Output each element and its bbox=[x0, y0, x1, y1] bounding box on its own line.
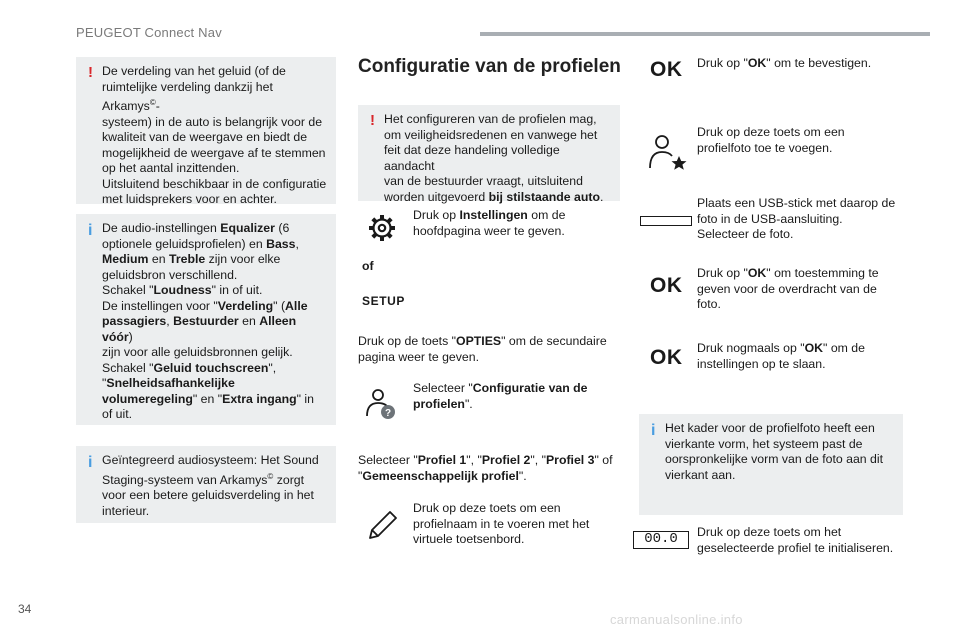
text-line: Schakel "Geluid touchscreen", bbox=[102, 360, 277, 375]
watermark: carmanualsonline.info bbox=[610, 612, 743, 627]
or-label: of bbox=[362, 259, 374, 273]
text-line: vierkant aan. bbox=[665, 467, 736, 482]
text-line: De verdeling van het geluid (of de bbox=[102, 64, 286, 78]
text-line: ruimtelijke verdeling dankzij het Arkamys©- bbox=[102, 79, 273, 114]
text-line: vierkante vorm, het systeem past de bbox=[665, 436, 863, 451]
text-line: kwaliteit van de weergave en biedt de bbox=[102, 130, 308, 145]
warning-box-safety bbox=[358, 105, 620, 204]
text-line: worden uitgevoerd bij stilstaande auto. bbox=[384, 189, 604, 204]
info-box-audio-settings bbox=[76, 214, 336, 425]
step-ok-transfer: Druk op "OK" om toestemming te geven voor de overdracht van de foto. bbox=[697, 266, 879, 311]
step-ok-save: Druk nogmaals op "OK" om de instellingen op te slaan. bbox=[697, 341, 865, 371]
text-line: geluidsbron verschillend. bbox=[102, 267, 238, 282]
text-line: passagiers, Bestuurder en Alleen vóór) bbox=[102, 314, 297, 344]
pencil-icon bbox=[366, 508, 400, 542]
step-usb: Plaats een USB-stick met daarop de foto in de USB-aansluiting. Selecteer de foto. bbox=[697, 196, 896, 241]
text-line: De instellingen voor "Verdeling" (Alle bbox=[102, 298, 308, 313]
add-profile-photo-icon bbox=[647, 132, 689, 172]
svg-text:?: ? bbox=[384, 408, 392, 419]
text-line: De audio-instellingen Equalizer (6 bbox=[102, 221, 290, 235]
ok-button-label: OK bbox=[650, 274, 683, 297]
text-line: om veiligheidsredenen en vanwege het bbox=[384, 127, 598, 142]
warning-icon: ! bbox=[370, 112, 375, 129]
text-line: zijn voor alle geluidsbronnen gelijk. bbox=[102, 345, 293, 359]
text-line: Het configureren van de profielen mag, bbox=[384, 112, 597, 126]
text-line: volumeregeling" en "Extra ingang" in bbox=[102, 391, 314, 406]
step-reset-profile: Druk op deze toets om het geselecteerde profiel te initialiseren. bbox=[697, 525, 894, 555]
text-line: Uitsluitend beschikbaar in de configuratie bbox=[102, 176, 327, 191]
text-line: Geïntegreerd audiosysteem: Het Sound bbox=[102, 453, 319, 467]
profile-settings-icon bbox=[363, 386, 397, 420]
step-opties: Druk op de toets "OPTIES" om de secundaire pagina weer te geven. bbox=[358, 334, 607, 364]
ok-button-label: OK bbox=[650, 346, 683, 369]
warning-icon: ! bbox=[88, 64, 93, 81]
step-profiel-select: Selecteer "Profiel 1", "Profiel 2", "Profiel 3" of "Gemeenschappelijk profiel". bbox=[358, 453, 613, 483]
setup-button-label: SETUP bbox=[362, 294, 406, 308]
text-line: optionele geluidsprofielen) en Bass, bbox=[102, 236, 299, 251]
ok-button-label: OK bbox=[650, 58, 683, 81]
info-icon: i bbox=[651, 422, 656, 439]
reset-profile-button-label: 00.0 bbox=[633, 531, 689, 549]
text-line: Medium en Treble zijn voor elke bbox=[102, 252, 281, 266]
step-configuratie: Selecteer "Configuratie van de profielen". bbox=[413, 381, 588, 411]
text-line: "Snelheidsafhankelijke bbox=[102, 376, 235, 390]
gear-icon bbox=[367, 213, 397, 243]
text-line: systeem) in de auto is belangrijk voor de bbox=[102, 114, 323, 129]
text-line: mogelijkheid de weergave af te stemmen bbox=[102, 145, 326, 160]
page-number: 34 bbox=[18, 602, 32, 616]
step-profielnaam: Druk op deze toets om een profielnaam in te voeren met het virtuele toetsenbord. bbox=[413, 501, 590, 546]
text-line: voor een betere geluidsverdeling in het bbox=[102, 488, 314, 503]
running-header: PEUGEOT Connect Nav bbox=[76, 25, 222, 40]
usb-port-icon bbox=[640, 216, 692, 226]
text-line: op het aantal inzittenden. bbox=[102, 161, 240, 176]
section-heading: Configuratie van de profielen bbox=[358, 56, 621, 77]
step-profielfoto: Druk op deze toets om een profielfoto toe te voegen. bbox=[697, 125, 845, 155]
info-icon: i bbox=[88, 454, 93, 471]
header-divider-bar bbox=[480, 32, 930, 36]
info-box-sound-staging bbox=[76, 446, 336, 523]
text-line: Het kader voor de profielfoto heeft een bbox=[665, 421, 875, 435]
text-line: feit dat deze handeling volledige aandacht bbox=[384, 143, 560, 173]
step-ok-confirm: Druk op "OK" om te bevestigen. bbox=[697, 56, 872, 70]
text-line: oorspronkelijke vorm van de foto aan dit bbox=[665, 452, 884, 466]
info-icon: i bbox=[88, 222, 93, 239]
text-line: van de bestuurder vraagt, uitsluitend bbox=[384, 174, 583, 188]
text-line: interieur. bbox=[102, 503, 150, 518]
info-box-profile-photo bbox=[639, 414, 903, 515]
text-line: Staging-systeem van Arkamys© zorgt bbox=[102, 471, 305, 487]
step-instellingen: Druk op Instellingen om de hoofdpagina weer te geven. bbox=[413, 208, 566, 238]
text-line: met luidsprekers voor en achter. bbox=[102, 192, 277, 207]
text-line: of uit. bbox=[102, 407, 133, 421]
warning-box-sound-distribution bbox=[76, 57, 336, 207]
text-line: Schakel "Loudness" in of uit. bbox=[102, 283, 263, 297]
